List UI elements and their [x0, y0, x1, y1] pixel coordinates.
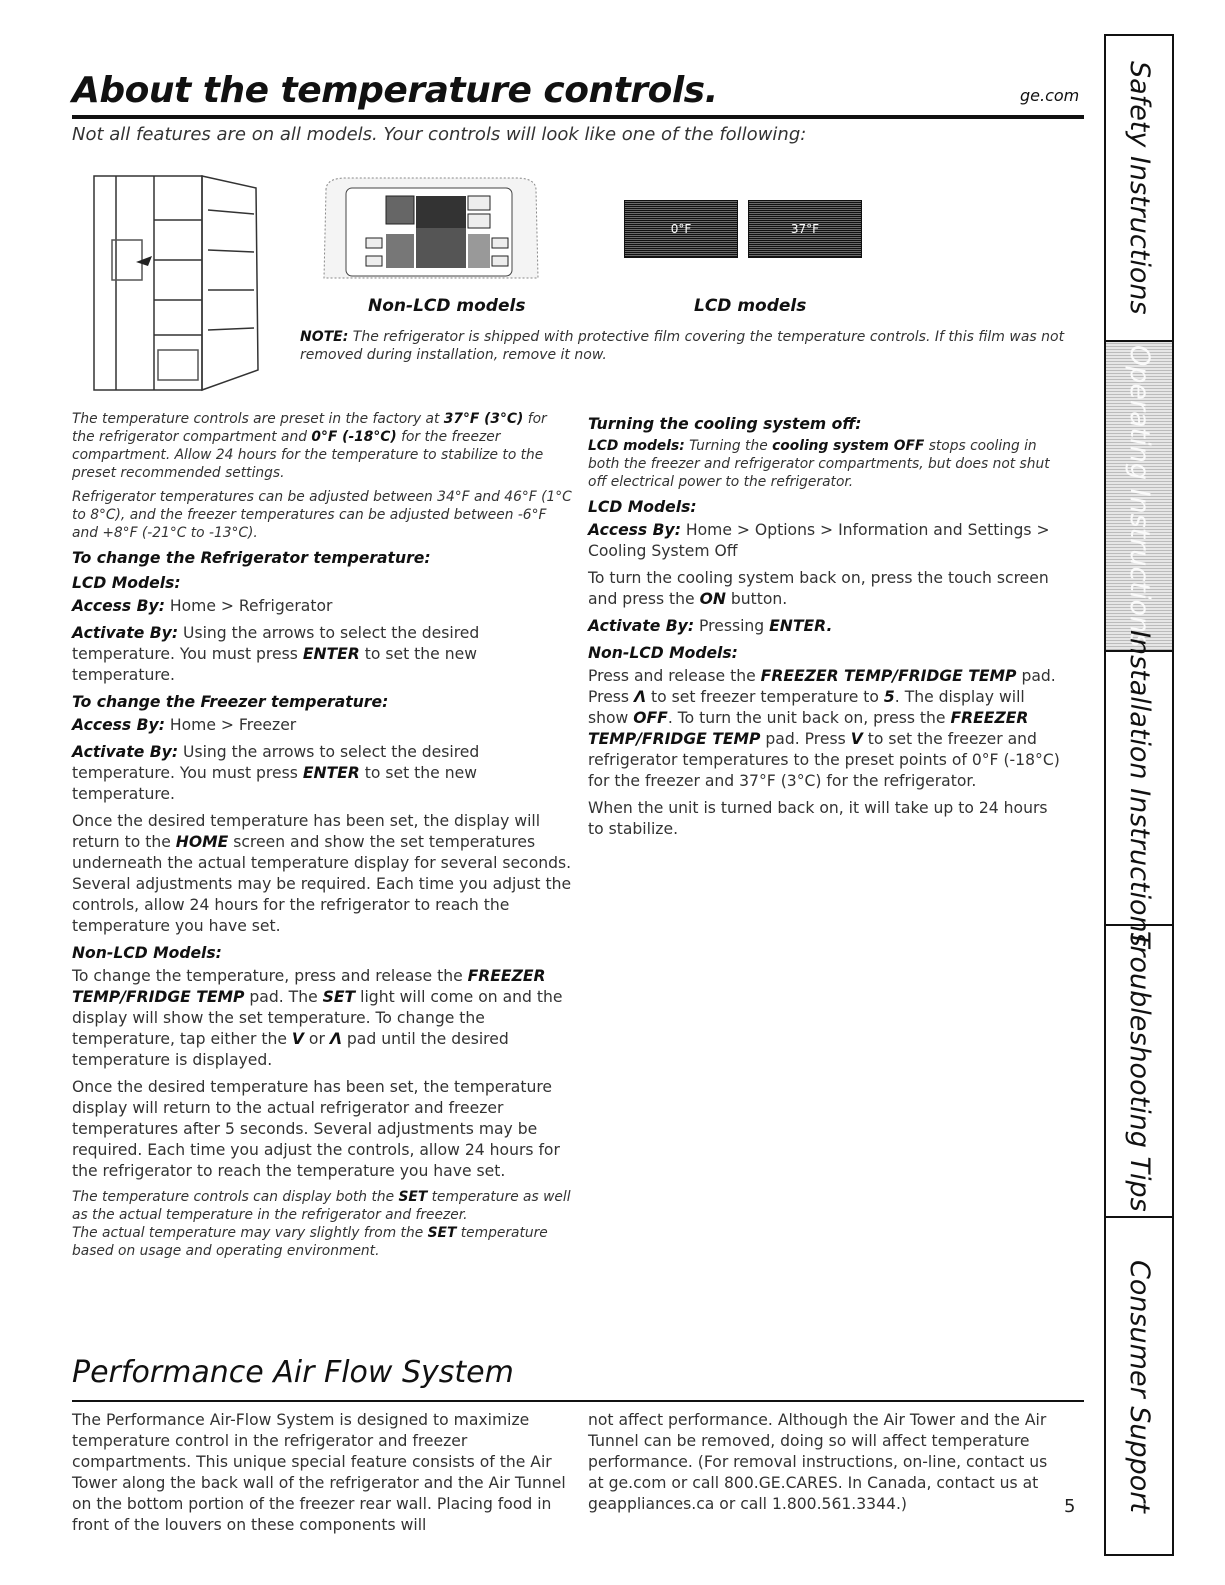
page-title: About the temperature controls. — [72, 70, 718, 111]
cooling-access: Access By: Home > Options > Information and Settings > Cooling System Off — [588, 521, 1050, 560]
note-label: NOTE: — [300, 329, 349, 345]
fridge-access: Access By: Home > Refrigerator — [72, 597, 333, 615]
freezer-activate: Activate By: Using the arrows to select the desired temperature. You must press ENTER to set the new temperature. — [72, 743, 480, 803]
lcd-freezer-value: 0°F — [670, 222, 692, 236]
note-text — [300, 328, 1080, 364]
fridge-heading: To change the Refrigerator temperature: — [72, 549, 431, 567]
section-tabs — [1104, 34, 1174, 1556]
stabilize-paragraph: When the unit is turned back on, it will take up to 24 hours to stabilize. — [588, 799, 1048, 838]
left-column — [72, 410, 572, 1266]
page-subtitle: Not all features are on all models. Your controls will look like one of the following: — [72, 124, 807, 145]
once-set-paragraph: Once the desired temperature has been set, the display will return to the HOME screen and show the set temperatures underneath the actual temperature display for several seconds. Several adjustments may be required. Each time you adjust the controls, allow 24 hours for the refrigerator to reach the temperature you have set. — [72, 812, 572, 935]
tab-operating-label: Operating Instructions — [1124, 344, 1155, 648]
tab-operating-instructions[interactable] — [1106, 342, 1172, 652]
freezer-access: Access By: Home > Freezer — [72, 716, 297, 734]
lcd-freezer-display — [624, 200, 738, 258]
cooling-turn-on: To turn the cooling system back on, press the touch screen and press the ON button. — [588, 569, 1049, 608]
intro-range: Refrigerator temperatures can be adjusted between 34°F and 46°F (1°C to 8°C), and the freezer temperatures can be adjusted between -6°F and +8°F (-21°C to -13°C). — [72, 489, 572, 541]
page-number: 5 — [1064, 1496, 1076, 1517]
display-note: The temperature controls can display both the SET temperature as well as the actual temperature in the refrigerator and freezer. — [72, 1189, 571, 1223]
airflow-rule — [72, 1400, 1084, 1402]
cooling-off-lcd: LCD models: Turning the cooling system OFF stops cooling in both the freezer and refrigerator compartments, but does not shut off electrical power to the refrigerator. — [588, 438, 1050, 490]
intro-preset: The temperature controls are preset in the factory at 37°F (3°C) for the refrigerator compartment and 0°F (-18°C) for the freezer compartment. Allow 24 hours for the temperature to stabilize to the preset recommended settings. — [72, 411, 547, 481]
nonlcd-heading: Non-LCD Models: — [72, 944, 222, 962]
tab-safety-instructions[interactable] — [1106, 36, 1172, 342]
tab-safety-label: Safety Instructions — [1124, 61, 1155, 315]
variance-note: The actual temperature may vary slightly from the SET temperature based on usage and operating environment. — [72, 1225, 548, 1259]
tab-consumer-support[interactable] — [1106, 1218, 1172, 1554]
non-lcd-control-panel — [306, 170, 566, 285]
nonlcd-paragraph-1: To change the temperature, press and release the FREEZER TEMP/FRIDGE TEMP pad. The SET light will come on and the display will show the set temperature. To change the temperature, tap either the V or Λ pad until the desired temperature is displayed. — [72, 967, 563, 1069]
cooling-activate: Activate By: Pressing ENTER. — [588, 617, 833, 635]
tab-troubleshooting-tips[interactable] — [1106, 926, 1172, 1218]
tab-consumer-label: Consumer Support — [1124, 1259, 1155, 1513]
tab-installation-label: Installation Instructions — [1124, 629, 1155, 947]
nonlcd-paragraph-2: Once the desired temperature has been set, the temperature display will return to the actual refrigerator and freezer temperatures after 5 seconds. Several adjustments may be required. Each time you adjust the controls, allow 24 hours for the refrigerator to reach the temperature you have set. — [72, 1078, 560, 1180]
tab-installation-instructions[interactable] — [1106, 629, 1172, 947]
tab-troubleshooting-label: Troubleshooting Tips — [1124, 930, 1155, 1212]
lcd-fridge-display — [748, 200, 862, 258]
fridge-activate: Activate By: Using the arrows to select the desired temperature. You must press ENTER to set the new temperature. — [72, 624, 480, 684]
note-body: The refrigerator is shipped with protective film covering the temperature controls. If this film was not removed during installation, remove it now. — [300, 329, 1065, 363]
cooling-lcd-label: LCD Models: — [588, 498, 697, 516]
site-url[interactable]: ge.com — [1020, 86, 1080, 105]
refrigerator-illustration — [86, 170, 276, 400]
airflow-right-text: not affect performance. Although the Air Tower and the Air Tunnel can be removed, doing so will affect temperature performance. (For removal instructions, on-line, contact us at ge.com or call 800.GE.CARES. In Canada, contact us at geappliances.ca or call 1.800.561.3344.) — [588, 1411, 1048, 1513]
airflow-title: Performance Air Flow System — [72, 1355, 514, 1390]
lcd-fridge-value: 37°F — [790, 222, 820, 236]
airflow-left-text: The Performance Air-Flow System is designed to maximize temperature control in the refrigerator and freezer compartments. This unique special feature consists of the Air Tower along the back wall of the refrigerator and the Air Tunnel on the bottom portion of the freezer rear wall. Placing food in front of the louvers on these components will — [72, 1411, 566, 1534]
cooling-nonlcd-heading: Non-LCD Models: — [588, 644, 738, 662]
non-lcd-caption: Non-LCD models — [368, 296, 526, 316]
fridge-lcd-label: LCD Models: — [72, 574, 181, 592]
lcd-caption: LCD models — [694, 296, 807, 316]
right-column — [588, 410, 1068, 846]
title-rule — [72, 115, 1084, 119]
freezer-heading: To change the Freezer temperature: — [72, 693, 389, 711]
cooling-nonlcd-paragraph: Press and release the FREEZER TEMP/FRIDGE TEMP pad. Press Λ to set freezer temperature to 5. The display will show OFF. To turn the unit back on, press the FREEZER TEMP/FRIDGE TEMP pad. Press V to set the freezer and refrigerator temperatures to the preset points of 0°F (-18°C) for the freezer and 37°F (3°C) for the refrigerator. — [588, 667, 1060, 790]
cooling-off-heading: Turning the cooling system off: — [588, 415, 862, 433]
